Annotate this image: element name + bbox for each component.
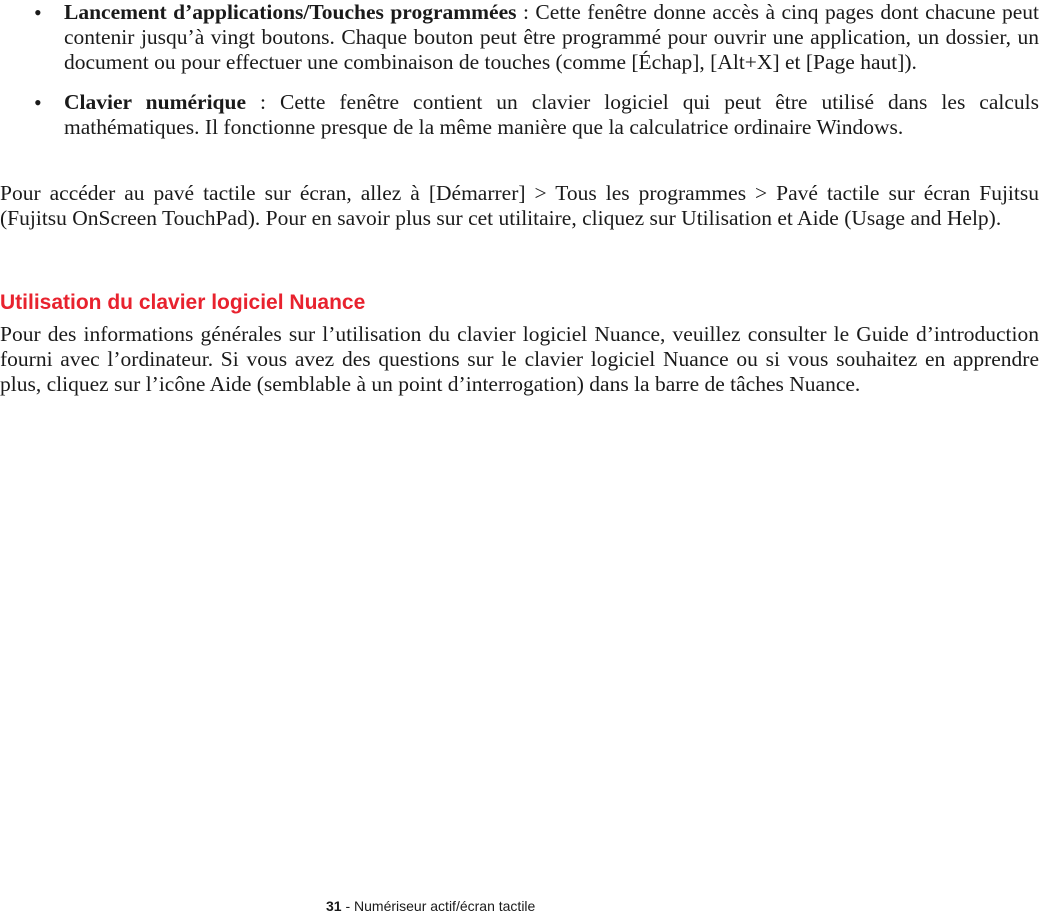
body-paragraph: Pour des informations générales sur l’utilisation du clavier logiciel Nuance, veuillez consulter le Guide d’introduction fourni avec l’ordinateur. Si vous avez des questions sur le clavier logiciel Nuance ou si vous souhaitez en apprendre plus, cliquez sur l’icône Aide (semblable à un point d’interrogation) dans la barre de tâches Nuance. — [0, 322, 1039, 396]
bullet-list — [0, 0, 1039, 140]
footer-separator: - — [341, 898, 355, 914]
footer-title: Numériseur actif/écran tactile — [354, 898, 536, 914]
list-item — [0, 90, 1039, 140]
list-item — [0, 0, 1039, 75]
bullet-icon: • — [34, 90, 42, 115]
bullet-term: Lancement d’applications/Touches programmées — [64, 0, 517, 24]
page-footer — [326, 898, 535, 914]
bullet-text: : Cette fenêtre donne accès à cinq pages dont chacune peut contenir jusqu’à vingt boutons. Chaque bouton peut être programmé pour ouvrir une application, un dossier, un document ou pour effectuer une combinaison de touches (comme [Échap], [Alt+X] et [Page haut]). — [64, 0, 1039, 74]
page-number: 31 — [326, 898, 342, 914]
bullet-icon: • — [34, 0, 42, 25]
section-heading: Utilisation du clavier logiciel Nuance — [0, 291, 366, 314]
bullet-text: : Cette fenêtre contient un clavier logiciel qui peut être utilisé dans les calculs mathématiques. Il fonctionne presque de la même manière que la calculatrice ordinaire Windows. — [64, 90, 1039, 139]
body-paragraph: Pour accéder au pavé tactile sur écran, allez à [Démarrer] > Tous les programmes > Pavé tactile sur écran Fujitsu (Fujitsu OnScreen TouchPad). Pour en savoir plus sur cet utilitaire, cliquez sur Utilisation et Aide (Usage and Help). — [0, 181, 1039, 230]
bullet-term: Clavier numérique — [64, 90, 247, 114]
